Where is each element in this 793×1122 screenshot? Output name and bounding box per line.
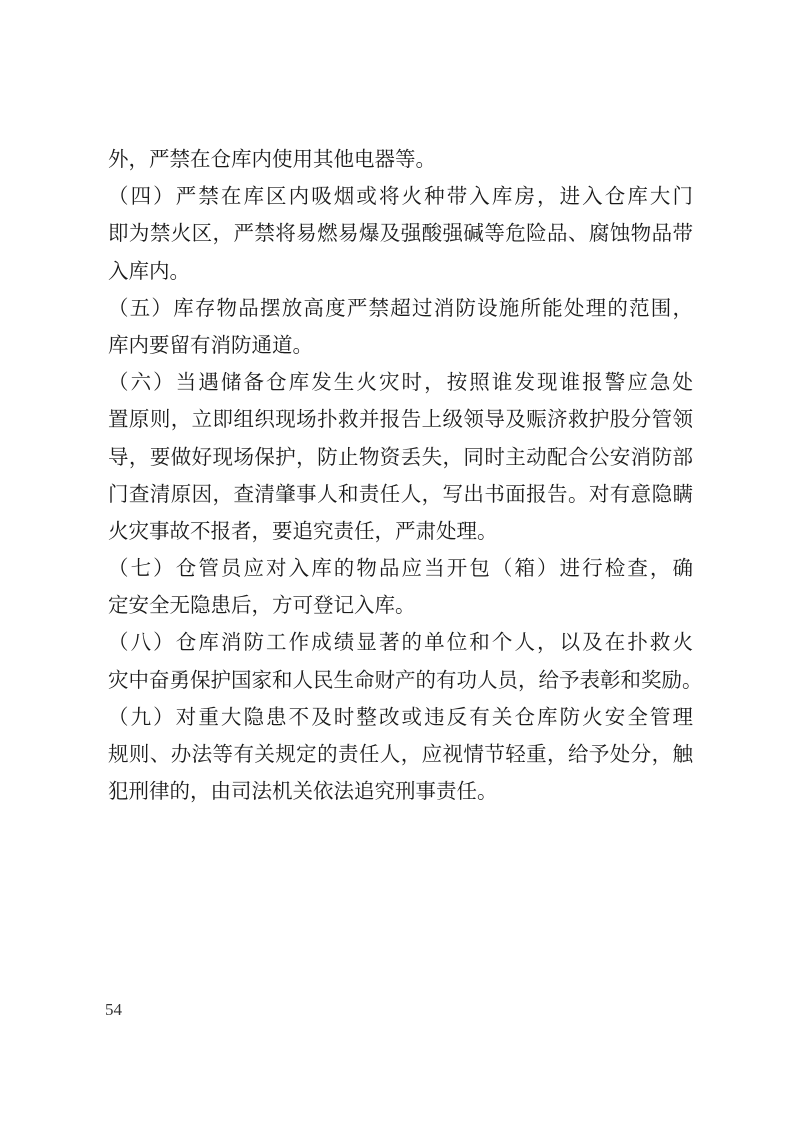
text-line: 定安全无隐患后，方可登记入库。 (108, 593, 416, 618)
text-line: （七）仓管员应对入库的物品应当开包（箱）进行检查，确 (108, 556, 693, 581)
text-line: 库内要留有消防通道。 (108, 332, 313, 357)
text-line: 入库内。 (108, 258, 190, 283)
text-line: 置原则，立即组织现场扑救并报告上级领导及赈济救护股分管领 (108, 407, 693, 432)
page-number: 54 (105, 1000, 122, 1019)
text-line: （八）仓库消防工作成绩显著的单位和个人，以及在扑救火 (108, 630, 693, 655)
text-line: 犯刑律的，由司法机关依法追究刑事责任。 (108, 779, 498, 804)
text-line: 火灾事故不报者，要追究责任，严肃处理。 (108, 518, 498, 543)
text-line: 导，要做好现场保护，防止物资丢失，同时主动配合公安消防部 (108, 444, 693, 469)
text-line: 规则、办法等有关规定的责任人，应视情节轻重，给予处分，触 (108, 742, 693, 766)
text-line: 门查清原因，查清肇事人和责任人，写出书面报告。对有意隐瞒 (108, 481, 693, 506)
text-line: 灾中奋勇保护国家和人民生命财产的有功人员，给予表彰和奖励。 (108, 667, 703, 692)
body-text (108, 141, 703, 810)
text-line: （六）当遇储备仓库发生火灾时，按照谁发现谁报警应急处 (108, 370, 693, 395)
text-line: 外，严禁在仓库内使用其他电器等。 (108, 147, 436, 171)
text-line: 即为禁火区，严禁将易燃易爆及强酸强碱等危险品、腐蚀物品带 (108, 221, 693, 246)
text-line: （四）严禁在库区内吸烟或将火种带入库房，进入仓库大门 (108, 184, 693, 209)
text-line: （九）对重大隐患不及时整改或违反有关仓库防火安全管理 (108, 704, 693, 729)
text-line: （五）库存物品摆放高度严禁超过消防设施所能处理的范围， (108, 295, 693, 320)
